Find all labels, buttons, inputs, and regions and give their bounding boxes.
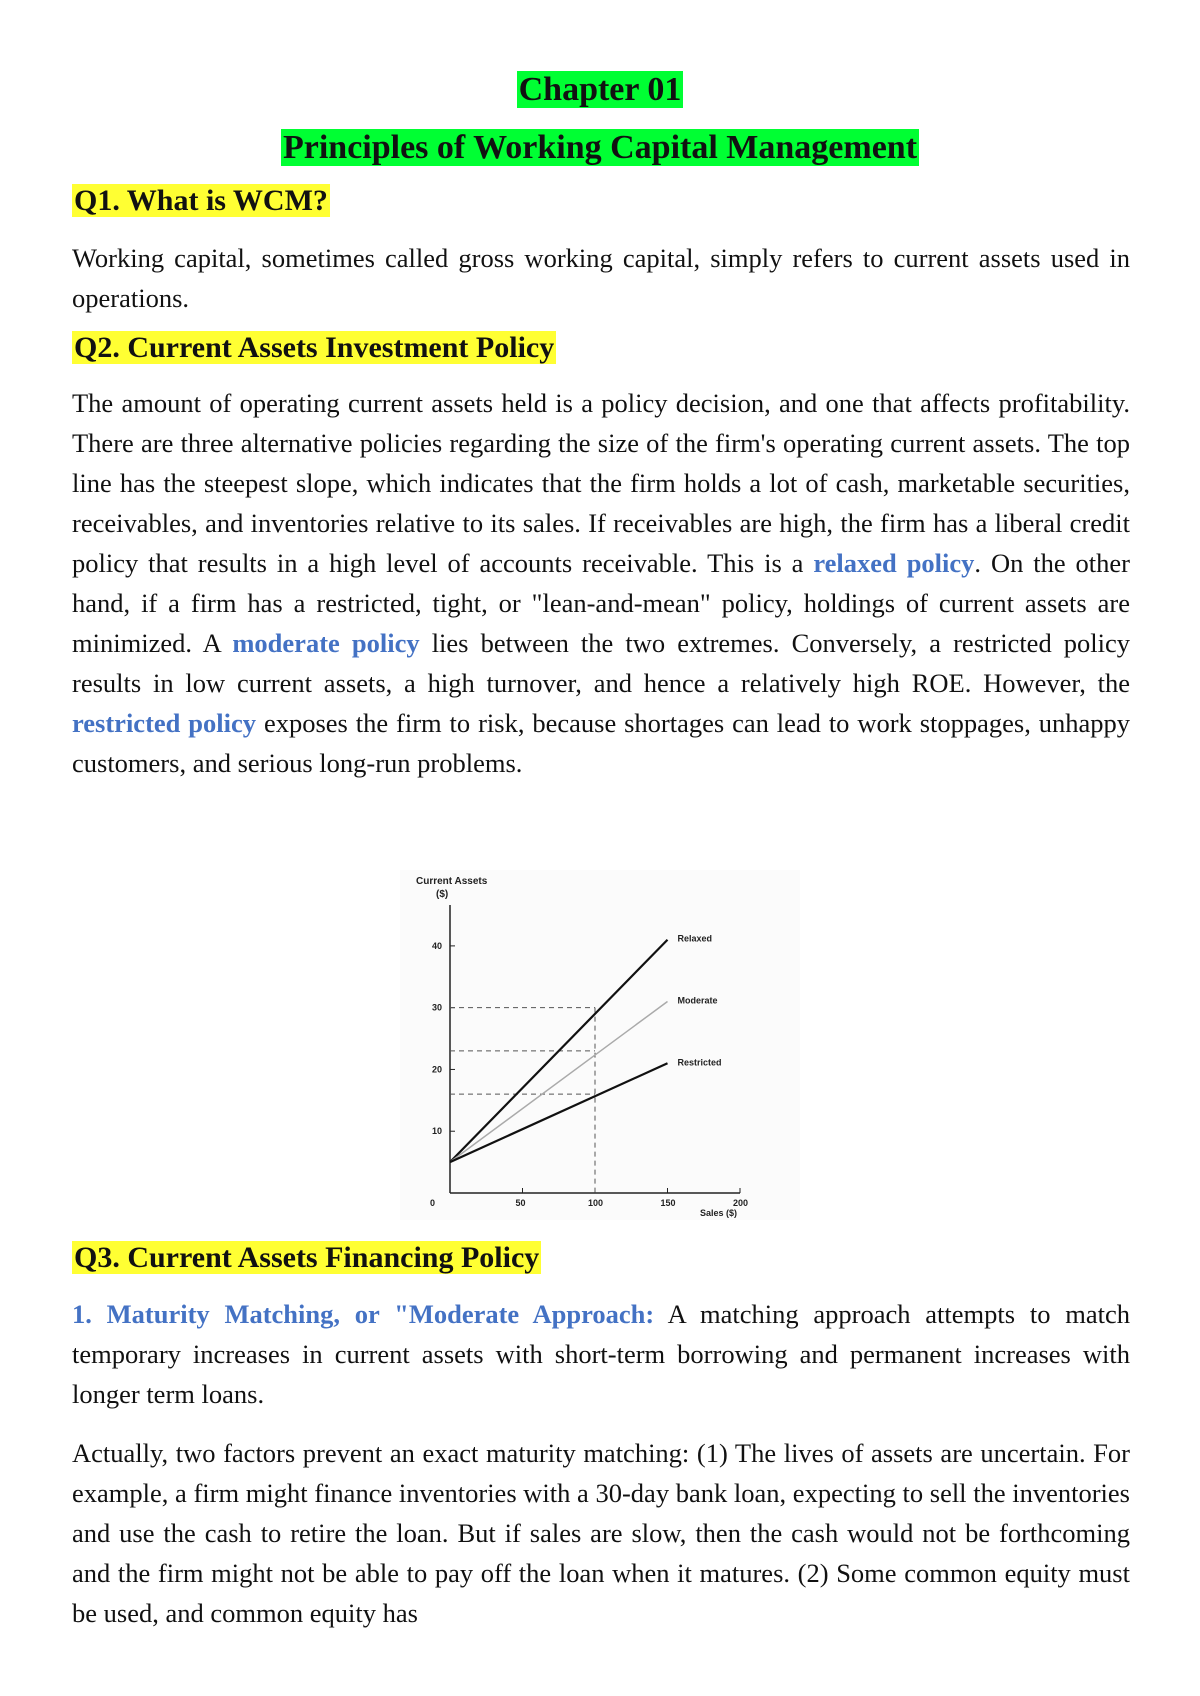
relaxed-policy-term: relaxed policy <box>813 548 975 578</box>
q2-paragraph <box>72 383 1130 783</box>
x-tick-label: 0 <box>430 1198 436 1208</box>
q2-heading-text: Q2. Current Assets Investment Policy <box>74 331 555 364</box>
q2-heading <box>72 330 556 366</box>
q1-heading <box>72 183 330 219</box>
maturity-matching-term: 1. Maturity Matching, or "Moderate Approach: <box>72 1299 655 1329</box>
q2-text-part3: lies between the two extremes. Conversely, a restricted policy results in low current assets, a high turnover, and hence a relatively high ROE. However, the <box>72 628 1131 698</box>
policy-chart <box>400 870 800 1220</box>
q1-paragraph: Working capital, sometimes called gross working capital, simply refers to current assets used in operations. <box>72 243 1130 313</box>
series-line-restricted <box>450 1063 668 1162</box>
q3-paragraph-2: Actually, two factors prevent an exact maturity matching: (1) The lives of assets are uncertain. For example, a firm might finance inventories with a 30-day bank loan, expecting to sell the inventories and use the cash to retire the loan. But if sales are slow, then the cash would not be forthcoming and the firm might not be able to pay off the loan when it matures. (2) Some common equity must be used, and common equity has <box>72 1438 1130 1628</box>
q3-paragraph-1 <box>72 1294 1130 1414</box>
y-axis-label: Current Assets <box>416 876 488 887</box>
chapter-title <box>0 70 1200 110</box>
moderate-policy-term: moderate policy <box>232 628 420 658</box>
q3-p1-text: A matching approach attempts to match temporary increases in current assets with short-term borrowing and permanent increases with longer term loans. <box>72 1299 1131 1409</box>
series-label-relaxed: Relaxed <box>677 933 713 944</box>
y-tick-label: 10 <box>432 1126 443 1137</box>
x-tick-label: 50 <box>515 1198 526 1208</box>
policy-chart-svg <box>400 870 800 1220</box>
x-tick-label: 150 <box>660 1198 676 1208</box>
chapter-subtitle-text: Principles of Working Capital Management <box>282 129 918 166</box>
y-axis-unit: ($) <box>436 889 449 900</box>
restricted-policy-term: restricted policy <box>72 708 257 738</box>
q3-heading <box>72 1240 541 1276</box>
q3-heading-text: Q3. Current Assets Financing Policy <box>74 1241 540 1274</box>
series-line-moderate <box>450 1001 668 1162</box>
q1-heading-text: Q1. What is WCM? <box>74 184 328 217</box>
q2-text-part4: exposes the firm to risk, because shortages can lead to work stoppages, unhappy customers, and serious long-run problems. <box>72 708 1131 778</box>
x-tick-label: 200 <box>733 1198 749 1208</box>
series-label-restricted: Restricted <box>677 1057 722 1068</box>
y-tick-label: 30 <box>432 1002 443 1013</box>
y-tick-label: 20 <box>432 1064 443 1075</box>
y-tick-label: 40 <box>432 940 443 951</box>
chapter-subtitle <box>0 128 1200 168</box>
q2-text-part2: . On the other hand, if a firm has a restricted, tight, or "lean-and-mean" policy, holdings of current assets are minimized. A <box>72 548 1130 658</box>
x-tick-label: 100 <box>588 1198 604 1208</box>
x-axis-label: Sales ($) <box>700 1208 738 1218</box>
chapter-title-text: Chapter 01 <box>518 71 682 108</box>
q2-text-part1: The amount of operating current assets held is a policy decision, and one that affects profitability. There are three alternative policies regarding the size of the firm's operating current assets. The top line has the steepest slope, which indicates that the firm holds a lot of cash, marketable securities, receivables, and inventories relative to its sales. If receivables are high, the firm has a liberal credit policy that results in a high level of accounts receivable. This is a <box>72 388 1130 578</box>
series-label-moderate: Moderate <box>677 995 718 1006</box>
series-line-relaxed <box>450 940 668 1162</box>
